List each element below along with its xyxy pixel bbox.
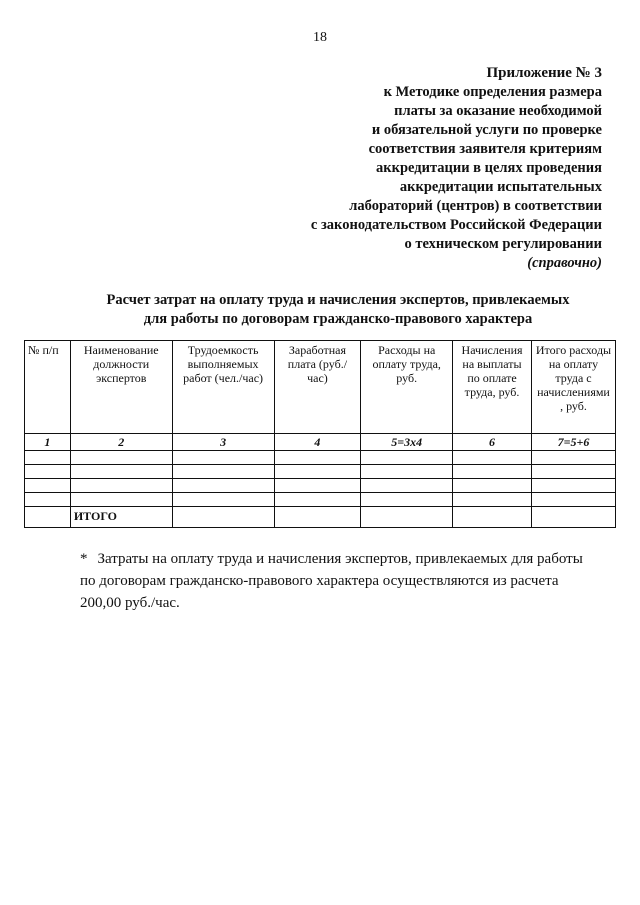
column-header: № п/п	[25, 341, 71, 434]
appendix-title: Приложение № 3	[486, 65, 602, 81]
table-cell	[70, 479, 172, 493]
cost-table	[24, 340, 616, 528]
page-number: 18	[313, 30, 327, 45]
column-number: 5=3x4	[361, 434, 453, 451]
column-header: Наименование должности экспертов	[70, 341, 172, 434]
table-row	[25, 465, 616, 479]
table-cell	[453, 507, 532, 528]
column-header: Итого расходы на оплату труда с начислениями , руб.	[531, 341, 615, 434]
total-label: ИТОГО	[70, 507, 172, 528]
appendix-note: (справочно)	[527, 255, 602, 271]
table-cell	[531, 493, 615, 507]
table-cell	[531, 451, 615, 465]
table-cell	[531, 465, 615, 479]
column-header: Заработная плата (руб./час)	[274, 341, 361, 434]
table-cell	[361, 451, 453, 465]
table-cell	[274, 493, 361, 507]
table-cell	[25, 507, 71, 528]
column-number: 3	[172, 434, 274, 451]
column-header: Трудоемкость выполняемых работ (чел./час)	[172, 341, 274, 434]
table-cell	[25, 493, 71, 507]
column-header: Расходы на оплату труда, руб.	[361, 341, 453, 434]
footnote-text: Затраты на оплату труда и начисления экспертов, привлекаемых для работы по договорам гражданско-правового характера осуществляются из расчета 200,00 руб./час.	[80, 551, 583, 611]
column-number: 2	[70, 434, 172, 451]
table-cell	[453, 493, 532, 507]
table-cell	[172, 451, 274, 465]
table-row	[25, 451, 616, 465]
table-cell	[172, 507, 274, 528]
column-number: 1	[25, 434, 71, 451]
table-cell	[25, 479, 71, 493]
column-number: 7=5+6	[531, 434, 615, 451]
table-cell	[172, 493, 274, 507]
appendix-line: аккредитации в целях проведения	[375, 160, 602, 176]
table-cell	[274, 465, 361, 479]
table-cell	[531, 507, 615, 528]
appendix-line: и обязательной услуги по проверке	[371, 122, 602, 138]
column-header: Начисления на выплаты по оплате труда, руб.	[453, 341, 532, 434]
appendix-line: аккредитации испытательных	[399, 179, 602, 195]
table-cell	[361, 507, 453, 528]
table-cell	[274, 479, 361, 493]
table-cell	[453, 465, 532, 479]
table-row	[25, 493, 616, 507]
table-cell	[70, 493, 172, 507]
table-cell	[70, 465, 172, 479]
column-number-row	[25, 434, 616, 451]
table-row	[25, 479, 616, 493]
table-cell	[453, 479, 532, 493]
table-cell	[274, 507, 361, 528]
table-cell	[361, 479, 453, 493]
table-cell	[25, 451, 71, 465]
column-number: 4	[274, 434, 361, 451]
table-cell	[531, 479, 615, 493]
table-cell	[172, 479, 274, 493]
document-title-line: для работы по договорам гражданско-правового характера	[143, 311, 533, 327]
table-cell	[70, 451, 172, 465]
table-cell	[361, 465, 453, 479]
appendix-line: лабораторий (центров) в соответствии	[349, 198, 602, 214]
appendix-line: с законодательством Российской Федерации	[310, 217, 602, 233]
table-cell	[274, 451, 361, 465]
footnote-marker: *	[80, 551, 88, 567]
appendix-line: о техническом регулировании	[404, 236, 602, 252]
appendix-line: соответствия заявителя критериям	[368, 141, 602, 157]
appendix-header	[262, 64, 602, 273]
total-row	[25, 507, 616, 528]
table-cell	[453, 451, 532, 465]
column-number: 6	[453, 434, 532, 451]
appendix-line: платы за оказание необходимой	[394, 103, 602, 119]
document-title	[36, 291, 640, 329]
table-cell	[25, 465, 71, 479]
footnote	[80, 548, 600, 614]
table-cell	[361, 493, 453, 507]
appendix-line: к Методике определения размера	[383, 84, 602, 100]
document-title-line: Расчет затрат на оплату труда и начисления экспертов, привлекаемых	[106, 292, 570, 308]
table-cell	[172, 465, 274, 479]
table-header-row	[25, 341, 616, 434]
